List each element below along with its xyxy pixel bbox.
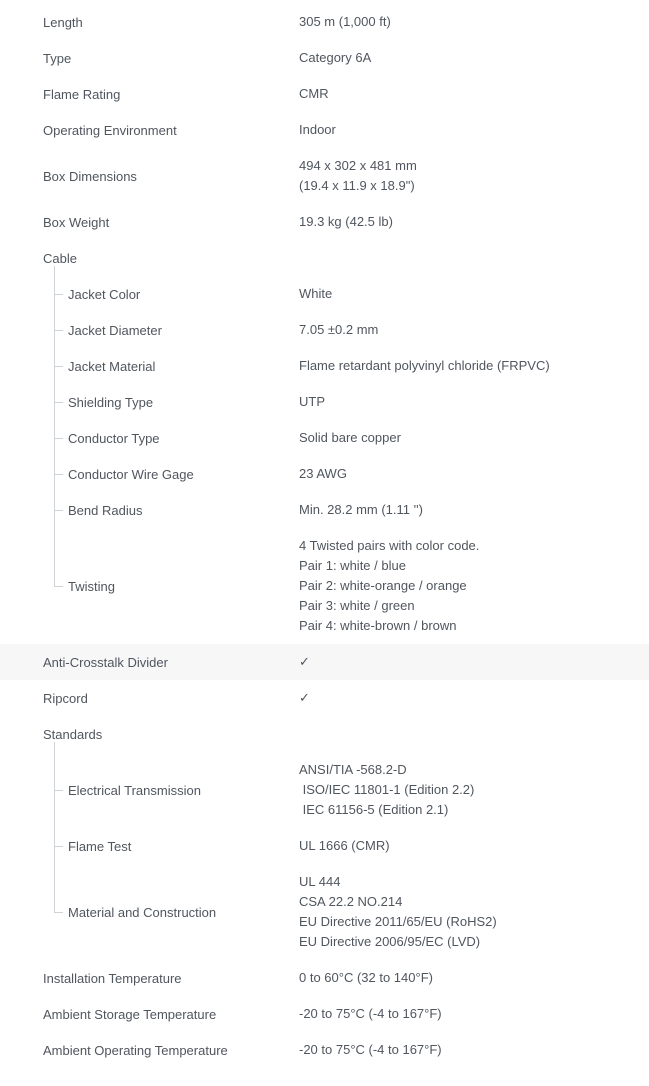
tree-connector [54,846,63,847]
spec-value [299,392,649,412]
spec-value [299,836,649,856]
spec-row-standards [0,716,649,752]
spec-value-line: UL 444 [299,874,341,889]
spec-row-shielding-type [0,384,649,420]
spec-value-line: ISO/IEC 11801-1 (Edition 2.2) [299,782,475,797]
tree-connector [54,438,63,439]
tree-connector [54,790,63,791]
spec-row-ambient-storage-temperature [0,996,649,1032]
spec-value-line: 7.05 ±0.2 mm [299,322,379,337]
spec-value-line: UL 1666 (CMR) [299,838,390,853]
spec-label: Flame Test [68,838,132,854]
spec-value [299,120,649,140]
spec-value-line: 305 m (1,000 ft) [299,14,391,29]
spec-value [299,156,649,196]
spec-label: Conductor Type [68,430,160,446]
spec-label: Bend Radius [68,502,143,518]
spec-value [299,1040,649,1060]
spec-row-bend-radius [0,492,649,528]
spec-value [299,464,649,484]
tree-connector [54,912,63,913]
spec-row-length [0,4,649,40]
spec-row-twisting [0,528,649,644]
spec-value [299,500,649,520]
tree-connector [54,330,63,331]
spec-label: Standards [43,726,103,742]
spec-value-line: Pair 2: white-orange / orange [299,578,467,593]
check-mark-icon: ✓ [299,690,310,705]
spec-label: Box Dimensions [43,168,137,184]
spec-value-line: EU Directive 2011/65/EU (RoHS2) [299,914,497,929]
tree-connector [54,586,63,587]
spec-value-line: White [299,286,333,301]
spec-value [299,1004,649,1024]
spec-row-box-weight [0,204,649,240]
spec-value [299,872,649,952]
spec-value-line: UTP [299,394,325,409]
tree-guide-line [54,742,55,912]
spec-label: Cable [43,250,77,266]
spec-row-conductor-wire-gage [0,456,649,492]
spec-label: Length [43,14,83,30]
spec-label: Jacket Color [68,286,141,302]
spec-value [299,356,649,376]
spec-row-jacket-color [0,276,649,312]
spec-value-line: CSA 22.2 NO.214 [299,894,403,909]
spec-value [299,428,649,448]
spec-value-line: 4 Twisted pairs with color code. [299,538,480,553]
spec-row-type [0,40,649,76]
spec-row-jacket-diameter [0,312,649,348]
spec-value-line: (19.4 x 11.9 x 18.9") [299,178,415,193]
spec-value-line: 494 x 302 x 481 mm [299,158,417,173]
spec-value [299,652,649,672]
spec-label: Ambient Storage Temperature [43,1006,217,1022]
spec-value-line: Flame retardant polyvinyl chloride (FRPVC) [299,358,550,373]
spec-label: Jacket Material [68,358,156,374]
spec-row-ripcord [0,680,649,716]
tree-connector [54,510,63,511]
spec-row-electrical-transmission [0,752,649,828]
spec-value [299,968,649,988]
spec-value-line: CMR [299,86,329,101]
spec-row-ambient-operating-temperature [0,1032,649,1068]
tree-connector [54,366,63,367]
spec-value-line: ANSI/TIA -568.2-D [299,762,407,777]
spec-row-material-and-construction [0,864,649,960]
spec-label: Ripcord [43,690,88,706]
spec-value-line: 19.3 kg (42.5 lb) [299,214,393,229]
spec-table [0,4,649,1068]
spec-group-cable [0,276,649,644]
spec-value-line: Indoor [299,122,336,137]
spec-value [299,320,649,340]
spec-value [299,536,649,636]
spec-row-box-dimensions [0,148,649,204]
spec-label: Type [43,50,72,66]
spec-value-line: -20 to 75°C (-4 to 167°F) [299,1006,442,1021]
spec-value [299,84,649,104]
spec-value-line: Pair 3: white / green [299,598,415,613]
spec-value [299,284,649,304]
spec-value-line: Solid bare copper [299,430,401,445]
spec-row-conductor-type [0,420,649,456]
spec-label: Conductor Wire Gage [68,466,194,482]
spec-row-jacket-material [0,348,649,384]
spec-value-line: EU Directive 2006/95/EC (LVD) [299,934,481,949]
spec-label: Jacket Diameter [68,322,162,338]
spec-label: Box Weight [43,214,110,230]
spec-value-line: IEC 61156-5 (Edition 2.1) [299,802,449,817]
spec-value [299,760,649,820]
spec-row-anti-crosstalk-divider [0,644,649,680]
spec-label: Ambient Operating Temperature [43,1042,228,1058]
tree-connector [54,474,63,475]
tree-connector [54,402,63,403]
spec-value-line: Min. 28.2 mm (1.11 '') [299,502,423,517]
spec-label: Operating Environment [43,122,177,138]
spec-label: Installation Temperature [43,970,182,986]
tree-connector [54,294,63,295]
spec-value-line: -20 to 75°C (-4 to 167°F) [299,1042,442,1057]
check-mark-icon: ✓ [299,654,310,669]
spec-row-flame-rating [0,76,649,112]
spec-row-operating-environment [0,112,649,148]
spec-row-flame-test [0,828,649,864]
spec-value-line: Category 6A [299,50,372,65]
spec-label: Material and Construction [68,904,217,920]
spec-label: Shielding Type [68,394,154,410]
spec-value-line: 23 AWG [299,466,347,481]
spec-row-cable [0,240,649,276]
spec-value-line: Pair 4: white-brown / brown [299,618,457,633]
spec-value [299,688,649,708]
spec-label: Electrical Transmission [68,782,201,798]
spec-value [299,12,649,32]
spec-group-standards [0,752,649,960]
spec-row-installation-temperature [0,960,649,996]
spec-label: Anti-Crosstalk Divider [43,654,168,670]
spec-value [299,212,649,232]
spec-value-line: 0 to 60°C (32 to 140°F) [299,970,433,985]
spec-value-line: Pair 1: white / blue [299,558,406,573]
tree-guide-line [54,266,55,586]
spec-label: Twisting [68,578,115,594]
spec-value [299,48,649,68]
spec-label: Flame Rating [43,86,121,102]
